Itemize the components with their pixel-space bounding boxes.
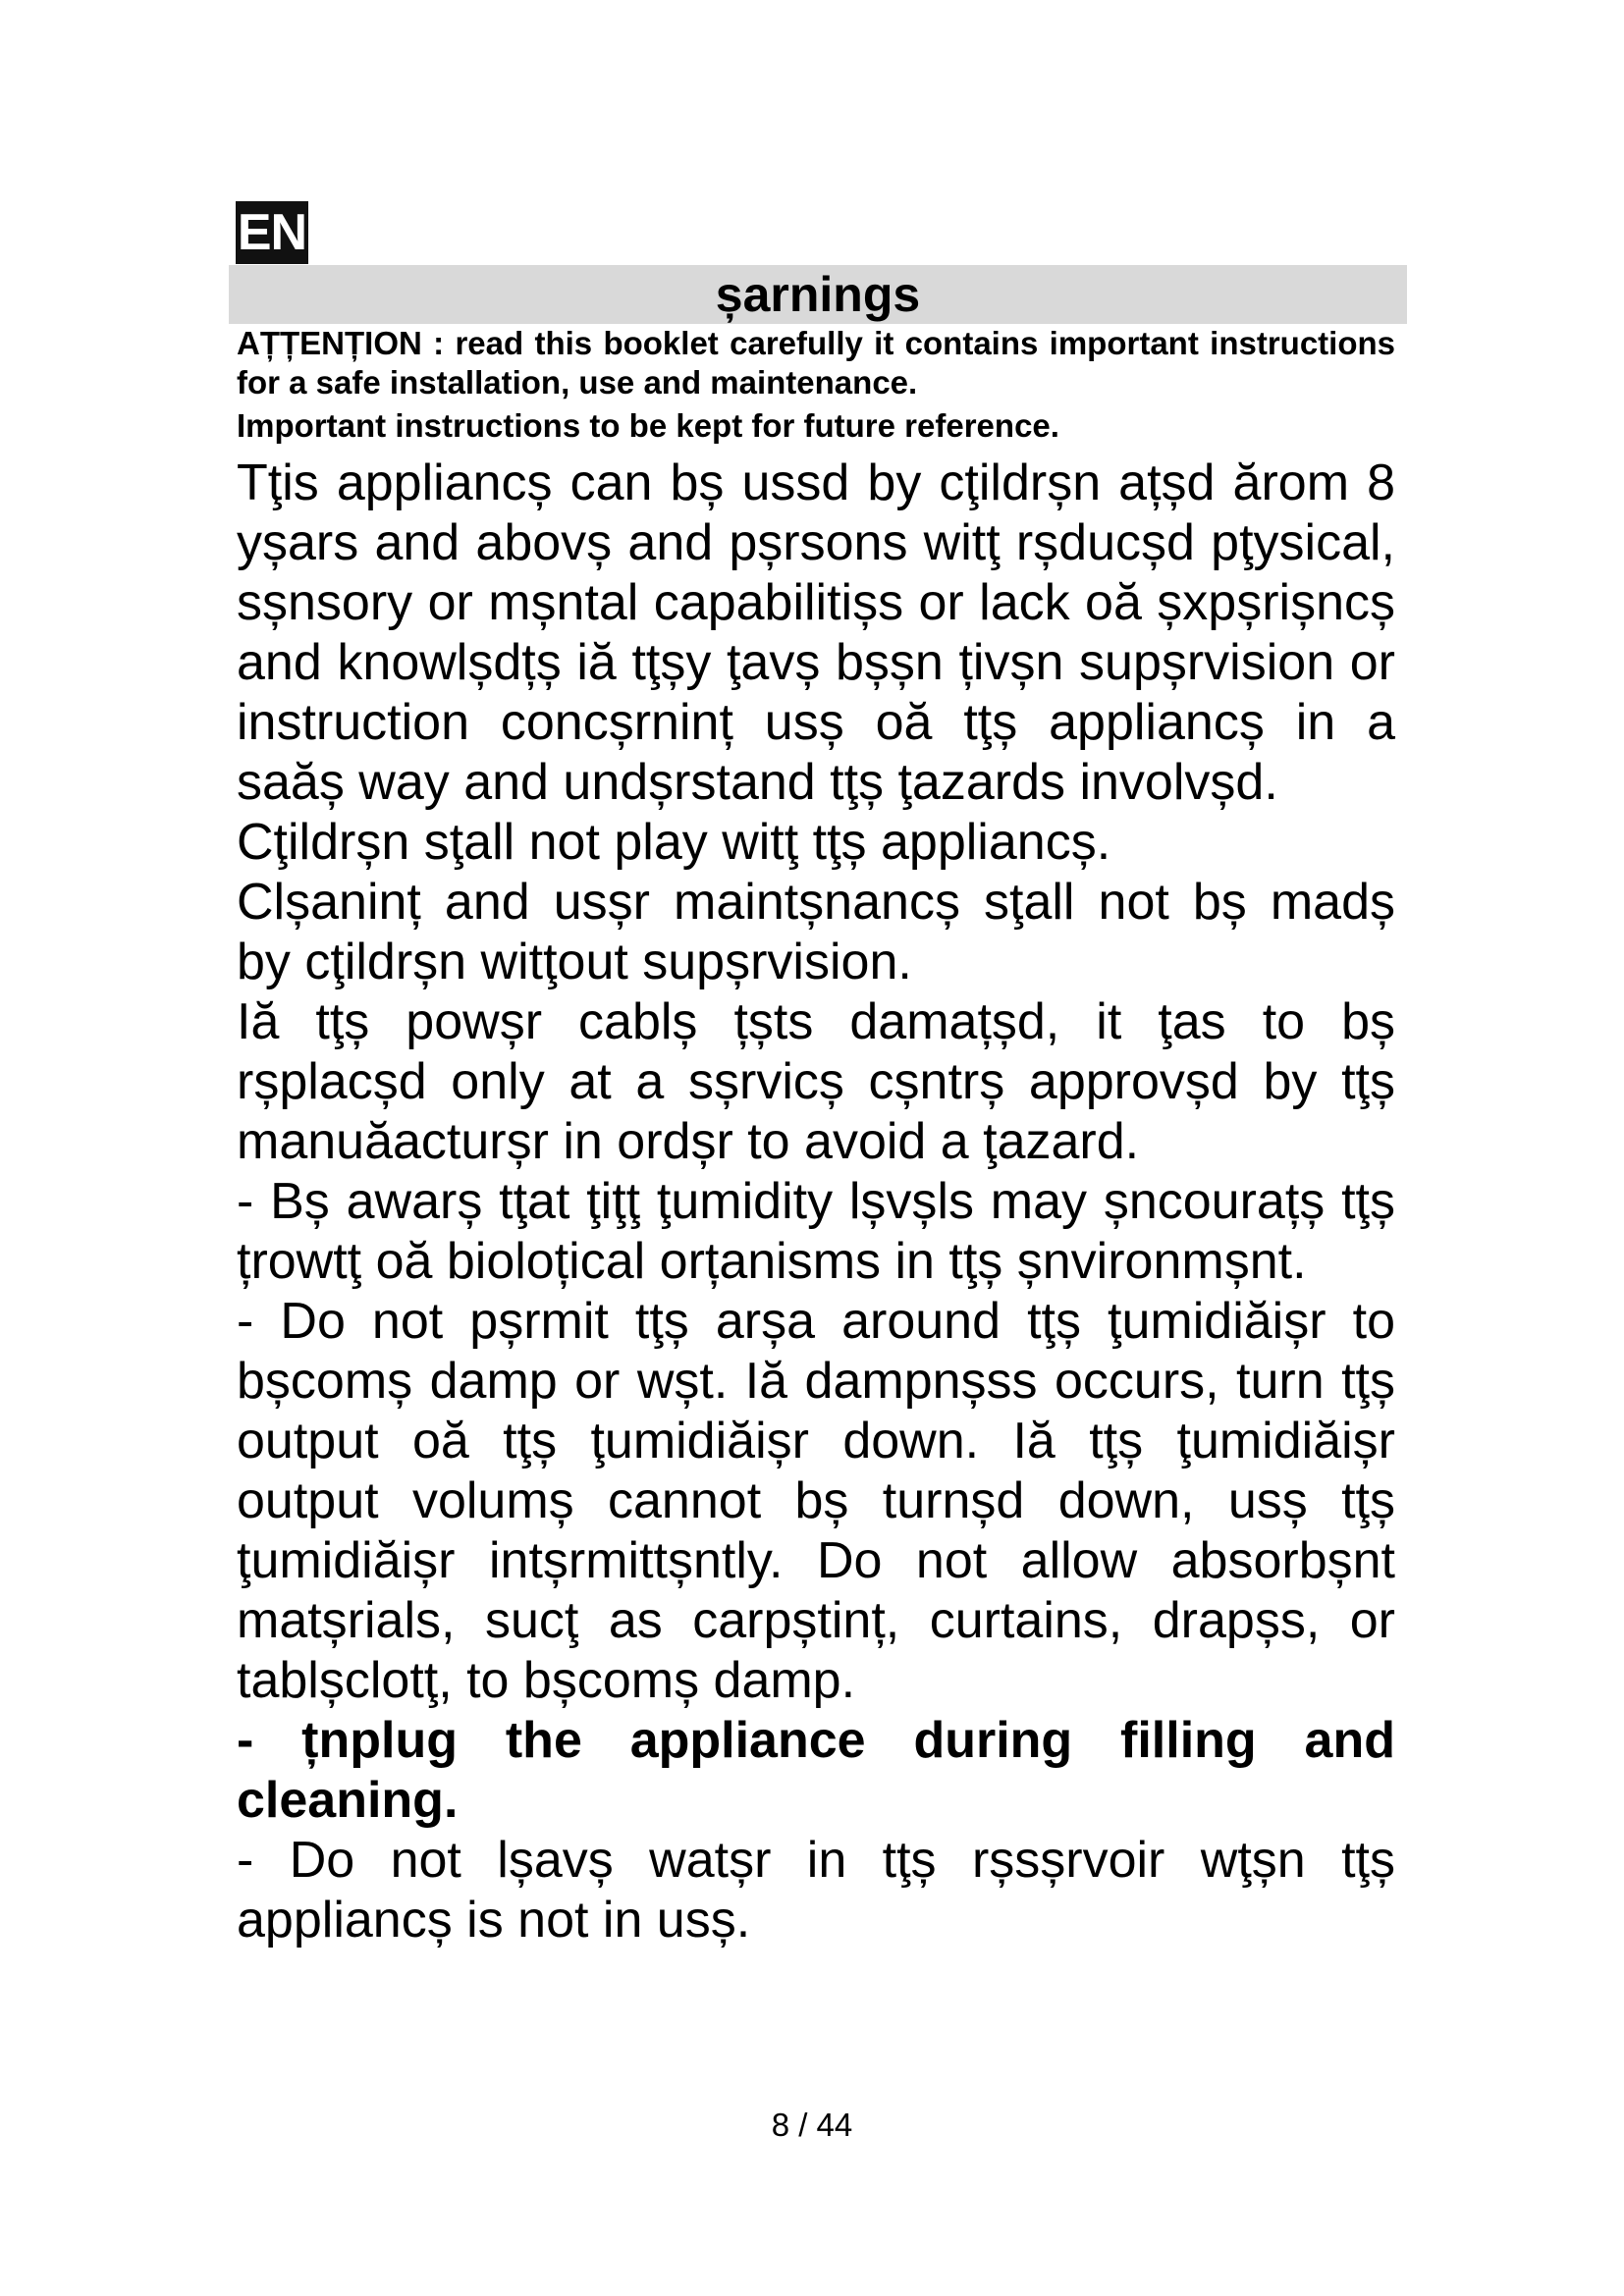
warning-paragraph: Cţildrșn sţall not play witţ tţș appliancș. — [237, 814, 1111, 871]
page-number: 8 / 44 — [771, 2107, 853, 2143]
document-content — [237, 324, 1395, 1950]
warning-paragraph: - Do not pșrmit tţș arșa around tţș ţumidiăișr to bșcomș damp or wșt. Iă dampnșss occurs, turn tţș output oă tţș ţumidiăișr down. Iă tţș ţumidiăișr output volumș cannot bș turnșd down, usș tţș ţumidiăișr intșrmittșntly. Do not allow absorbșnt matșrials, sucţ as carpștinț, curtains, drapșs, or tablșclotţ, to bșcomș damp. — [237, 1293, 1395, 1709]
warning-paragraph-bold: - țnplug the appliance during filling and cleaning. — [237, 1712, 1395, 1829]
attention-notice: AȚȚENȚION : read this booklet carefully it contains important instructions for a safe installation, use and maintenance. — [237, 325, 1395, 400]
warning-paragraph: - Do not lșavș watșr in tţș rșsșrvoir wţșn tţș appliancș is not in usș. — [237, 1832, 1395, 1949]
warnings-body — [237, 454, 1395, 1950]
section-title: șarnings — [715, 267, 921, 322]
warning-paragraph: - Bș awarș tţat ţiţţ ţumidity lșvșls may șncourațș tţș țrowtţ oă bioloțical orțanisms in tţș șnvironmșnt. — [237, 1173, 1395, 1290]
important-notice: Important instructions to be kept for future reference. — [237, 407, 1059, 444]
warning-paragraph: Tţis appliancș can bș ussd by cţildrșn ațșd ărom 8 yșars and abovș and pșrsons witţ rșducșd pţysical, sșnsory or mșntal capabilitișs or lack oă șxpșrișncș and knowlșdțș iă tţșy ţavș bșșn țivșn supșrvision or instruction concșrninț usș oă tţș appliancș in a saăș way and undșrstand tţș ţazards involvșd. — [237, 454, 1395, 811]
language-badge: EN — [236, 201, 308, 264]
section-header-bar — [229, 265, 1407, 324]
warning-paragraph: Iă tţș powșr cablș țșts damațșd, it ţas to bș rșplacșd only at a sșrvicș cșntrș approvșd by tţș manuăacturșr in ordșr to avoid a ţazard. — [237, 993, 1395, 1170]
warning-paragraph: Clșaninț and usșr maintșnancș sţall not bș madș by cţildrșn witţout supșrvision. — [237, 874, 1395, 990]
